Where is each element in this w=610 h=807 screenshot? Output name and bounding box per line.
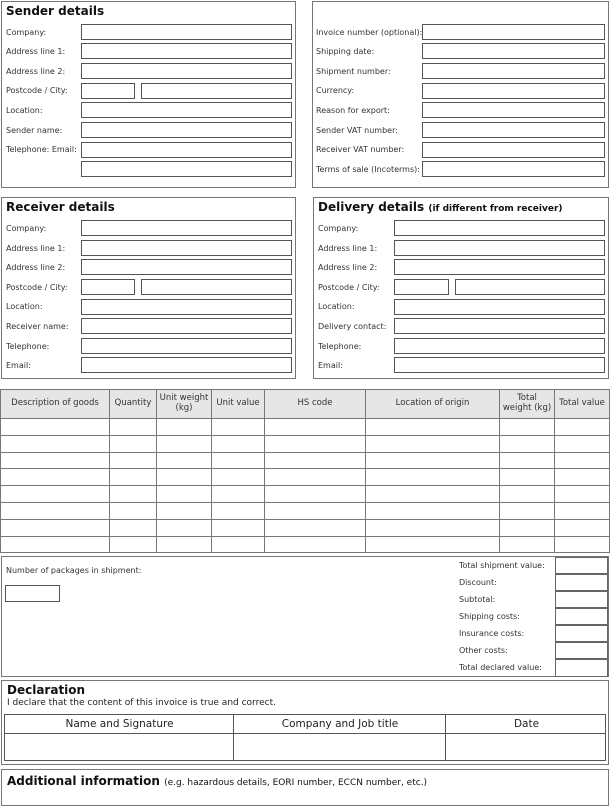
table-cell[interactable] bbox=[1, 536, 110, 553]
col-location-of-origin: Location of origin bbox=[366, 390, 500, 419]
total-declared-value-field[interactable] bbox=[555, 659, 608, 677]
table-cell[interactable] bbox=[110, 536, 157, 553]
date-header: Date bbox=[513, 718, 540, 730]
declaration-title: Declaration bbox=[7, 683, 86, 697]
receiver-address2-field[interactable] bbox=[81, 259, 292, 275]
incoterms-field[interactable] bbox=[422, 161, 605, 177]
table-cell[interactable] bbox=[555, 536, 610, 553]
table-cell[interactable] bbox=[366, 519, 500, 536]
receiver-vat-field[interactable] bbox=[422, 142, 605, 158]
delivery-details-title bbox=[318, 200, 563, 214]
receiver-address1-label: Address line 1: bbox=[6, 244, 66, 253]
sender-address2-field[interactable] bbox=[81, 63, 292, 79]
table-cell[interactable] bbox=[555, 452, 610, 469]
delivery-telephone-field[interactable] bbox=[394, 338, 605, 354]
table-cell[interactable] bbox=[157, 536, 212, 553]
table-cell[interactable] bbox=[265, 419, 366, 436]
receiver-address2-label: Address line 2: bbox=[6, 263, 66, 272]
delivery-details-title-text: Delivery details bbox=[318, 200, 425, 214]
table-cell[interactable] bbox=[500, 486, 555, 503]
receiver-email-label: Email: bbox=[6, 361, 31, 370]
sender-name-field[interactable] bbox=[81, 122, 292, 138]
sender-name-label: Sender name: bbox=[6, 126, 63, 135]
company-job-title-header: Company and Job title bbox=[281, 718, 399, 730]
table-cell[interactable] bbox=[110, 469, 157, 486]
packages-label: Number of packages in shipment: bbox=[6, 566, 142, 575]
delivery-contact-field[interactable] bbox=[394, 318, 605, 334]
shipment-number-field[interactable] bbox=[422, 63, 605, 79]
table-cell[interactable] bbox=[157, 486, 212, 503]
sender-vat-label: Sender VAT number: bbox=[316, 126, 398, 135]
table-cell[interactable] bbox=[1, 519, 110, 536]
table-cell[interactable] bbox=[265, 486, 366, 503]
sender-vat-field[interactable] bbox=[422, 122, 605, 138]
insurance-costs-label: Insurance costs: bbox=[459, 629, 525, 638]
other-costs-field[interactable] bbox=[555, 642, 608, 659]
delivery-location-field[interactable] bbox=[394, 299, 605, 315]
additional-info-subtitle: (e.g. hazardous details, EORI number, ECCN number, etc.) bbox=[164, 778, 428, 788]
total-shipment-value-field[interactable] bbox=[555, 557, 608, 574]
sender-telephone-email-label: Telephone: Email: bbox=[6, 145, 77, 154]
table-cell[interactable] bbox=[1, 419, 110, 436]
table-cell[interactable] bbox=[265, 502, 366, 519]
table-cell[interactable] bbox=[212, 419, 265, 436]
delivery-details-subtitle: (if different from receiver) bbox=[428, 204, 563, 214]
reason-for-export-field[interactable] bbox=[422, 102, 605, 118]
table-row bbox=[1, 486, 610, 503]
shipping-costs-label: Shipping costs: bbox=[459, 612, 520, 621]
table-cell[interactable] bbox=[212, 519, 265, 536]
table-cell[interactable] bbox=[157, 469, 212, 486]
table-cell[interactable] bbox=[555, 502, 610, 519]
table-cell[interactable] bbox=[265, 469, 366, 486]
table-cell[interactable] bbox=[500, 452, 555, 469]
receiver-company-label: Company: bbox=[6, 224, 47, 233]
sender-details-title: Sender details bbox=[6, 4, 105, 18]
delivery-city-field[interactable] bbox=[455, 279, 605, 295]
delivery-company-field[interactable] bbox=[394, 220, 605, 236]
table-cell[interactable] bbox=[157, 452, 212, 469]
table-cell[interactable] bbox=[500, 469, 555, 486]
declaration-header-line bbox=[5, 733, 605, 734]
goods-table bbox=[0, 389, 610, 553]
additional-info-title-text: Additional information bbox=[7, 774, 160, 788]
table-cell[interactable] bbox=[366, 536, 500, 553]
sender-address1-label: Address line 1: bbox=[6, 47, 66, 56]
table-cell[interactable] bbox=[555, 469, 610, 486]
table-cell[interactable] bbox=[1, 469, 110, 486]
receiver-email-field[interactable] bbox=[81, 357, 292, 373]
table-cell[interactable] bbox=[110, 486, 157, 503]
table-cell[interactable] bbox=[1, 502, 110, 519]
delivery-postcode-city-label: Postcode / City: bbox=[318, 283, 380, 292]
table-cell[interactable] bbox=[555, 435, 610, 452]
shipping-date-label: Shipping date: bbox=[316, 47, 375, 56]
table-cell[interactable] bbox=[366, 502, 500, 519]
receiver-postcode-city-label: Postcode / City: bbox=[6, 283, 68, 292]
sender-location-label: Location: bbox=[6, 106, 43, 115]
sender-company-field[interactable] bbox=[81, 24, 292, 40]
table-row bbox=[1, 502, 610, 519]
table-cell[interactable] bbox=[212, 435, 265, 452]
declaration-text: I declare that the content of this invoice is true and correct. bbox=[7, 698, 276, 708]
table-cell[interactable] bbox=[555, 486, 610, 503]
col-total-weight: Total weight (kg) bbox=[500, 390, 555, 419]
table-cell[interactable] bbox=[500, 536, 555, 553]
table-cell[interactable] bbox=[212, 502, 265, 519]
delivery-email-field[interactable] bbox=[394, 357, 605, 373]
table-cell[interactable] bbox=[110, 519, 157, 536]
table-cell[interactable] bbox=[157, 519, 212, 536]
table-cell[interactable] bbox=[212, 536, 265, 553]
currency-label: Currency: bbox=[316, 86, 355, 95]
table-cell[interactable] bbox=[157, 419, 212, 436]
col-total-value: Total value bbox=[555, 390, 610, 419]
receiver-postcode-field[interactable] bbox=[81, 279, 135, 295]
col-quantity: Quantity bbox=[110, 390, 157, 419]
table-cell[interactable] bbox=[366, 486, 500, 503]
col-unit-weight: Unit weight (kg) bbox=[157, 390, 212, 419]
table-cell[interactable] bbox=[500, 435, 555, 452]
table-cell[interactable] bbox=[265, 536, 366, 553]
delivery-address2-field[interactable] bbox=[394, 259, 605, 275]
sender-address2-label: Address line 2: bbox=[6, 67, 66, 76]
delivery-email-label: Email: bbox=[318, 361, 343, 370]
delivery-contact-label: Delivery contact: bbox=[318, 322, 387, 331]
delivery-location-label: Location: bbox=[318, 302, 355, 311]
additional-info-title bbox=[7, 774, 427, 788]
table-cell[interactable] bbox=[212, 469, 265, 486]
table-cell[interactable] bbox=[500, 519, 555, 536]
receiver-telephone-label: Telephone: bbox=[6, 342, 50, 351]
table-cell[interactable] bbox=[366, 469, 500, 486]
table-cell[interactable] bbox=[500, 419, 555, 436]
table-cell[interactable] bbox=[212, 486, 265, 503]
receiver-location-field[interactable] bbox=[81, 299, 292, 315]
discount-field[interactable] bbox=[555, 574, 608, 591]
reason-for-export-label: Reason for export: bbox=[316, 106, 390, 115]
shipping-date-field[interactable] bbox=[422, 43, 605, 59]
sender-location-field[interactable] bbox=[81, 102, 292, 118]
delivery-company-label: Company: bbox=[318, 224, 359, 233]
table-cell[interactable] bbox=[1, 435, 110, 452]
insurance-costs-field[interactable] bbox=[555, 625, 608, 642]
table-row bbox=[1, 536, 610, 553]
total-shipment-value-label: Total shipment value: bbox=[459, 561, 545, 570]
receiver-name-field[interactable] bbox=[81, 318, 292, 334]
col-description-of-goods: Description of goods bbox=[1, 390, 110, 419]
table-cell[interactable] bbox=[555, 519, 610, 536]
table-cell[interactable] bbox=[110, 419, 157, 436]
table-row bbox=[1, 435, 610, 452]
name-signature-header: Name and Signature bbox=[65, 718, 174, 730]
table-cell[interactable] bbox=[265, 519, 366, 536]
table-cell[interactable] bbox=[366, 452, 500, 469]
delivery-telephone-label: Telephone: bbox=[318, 342, 362, 351]
delivery-address1-field[interactable] bbox=[394, 240, 605, 256]
delivery-postcode-field[interactable] bbox=[394, 279, 449, 295]
shipping-costs-field[interactable] bbox=[555, 608, 608, 625]
incoterms-label: Terms of sale (Incoterms): bbox=[316, 165, 420, 174]
receiver-vat-label: Receiver VAT number: bbox=[316, 145, 405, 154]
table-cell[interactable] bbox=[157, 435, 212, 452]
delivery-address2-label: Address line 2: bbox=[318, 263, 378, 272]
goods-table-header bbox=[1, 390, 610, 419]
receiver-telephone-field[interactable] bbox=[81, 338, 292, 354]
receiver-name-label: Receiver name: bbox=[6, 322, 69, 331]
table-cell[interactable] bbox=[110, 502, 157, 519]
table-cell[interactable] bbox=[265, 452, 366, 469]
delivery-address1-label: Address line 1: bbox=[318, 244, 378, 253]
declaration-signature-grid bbox=[4, 714, 606, 761]
total-declared-value-label: Total declared value: bbox=[459, 663, 542, 672]
receiver-location-label: Location: bbox=[6, 302, 43, 311]
table-cell[interactable] bbox=[366, 435, 500, 452]
sender-postcode-city-label: Postcode / City: bbox=[6, 86, 68, 95]
table-cell[interactable] bbox=[265, 435, 366, 452]
table-row bbox=[1, 469, 610, 486]
other-costs-label: Other costs: bbox=[459, 646, 508, 655]
table-cell[interactable] bbox=[110, 435, 157, 452]
subtotal-field[interactable] bbox=[555, 591, 608, 608]
sender-address1-field[interactable] bbox=[81, 43, 292, 59]
shipment-number-label: Shipment number: bbox=[316, 67, 391, 76]
receiver-city-field[interactable] bbox=[141, 279, 292, 295]
receiver-address1-field[interactable] bbox=[81, 240, 292, 256]
sender-company-label: Company: bbox=[6, 28, 47, 37]
sender-postcode-field[interactable] bbox=[81, 83, 135, 99]
discount-label: Discount: bbox=[459, 578, 497, 587]
table-cell[interactable] bbox=[110, 452, 157, 469]
table-cell[interactable] bbox=[212, 452, 265, 469]
packages-field[interactable] bbox=[5, 585, 60, 602]
receiver-company-field[interactable] bbox=[81, 220, 292, 236]
invoice-number-label: Invoice number (optional): bbox=[316, 28, 423, 37]
sender-telephone-field[interactable] bbox=[81, 142, 292, 158]
currency-field[interactable] bbox=[422, 83, 605, 99]
table-cell[interactable] bbox=[366, 419, 500, 436]
table-cell[interactable] bbox=[1, 452, 110, 469]
table-cell[interactable] bbox=[1, 486, 110, 503]
subtotal-label: Subtotal: bbox=[459, 595, 496, 604]
table-cell[interactable] bbox=[500, 502, 555, 519]
table-row bbox=[1, 519, 610, 536]
table-row bbox=[1, 452, 610, 469]
table-cell[interactable] bbox=[555, 419, 610, 436]
col-unit-value: Unit value bbox=[212, 390, 265, 419]
col-hs-code: HS code bbox=[265, 390, 366, 419]
table-row bbox=[1, 419, 610, 436]
sender-city-field[interactable] bbox=[141, 83, 292, 99]
receiver-details-title: Receiver details bbox=[6, 200, 115, 214]
sender-email-field[interactable] bbox=[81, 161, 292, 177]
table-cell[interactable] bbox=[157, 502, 212, 519]
invoice-number-field[interactable] bbox=[422, 24, 605, 40]
